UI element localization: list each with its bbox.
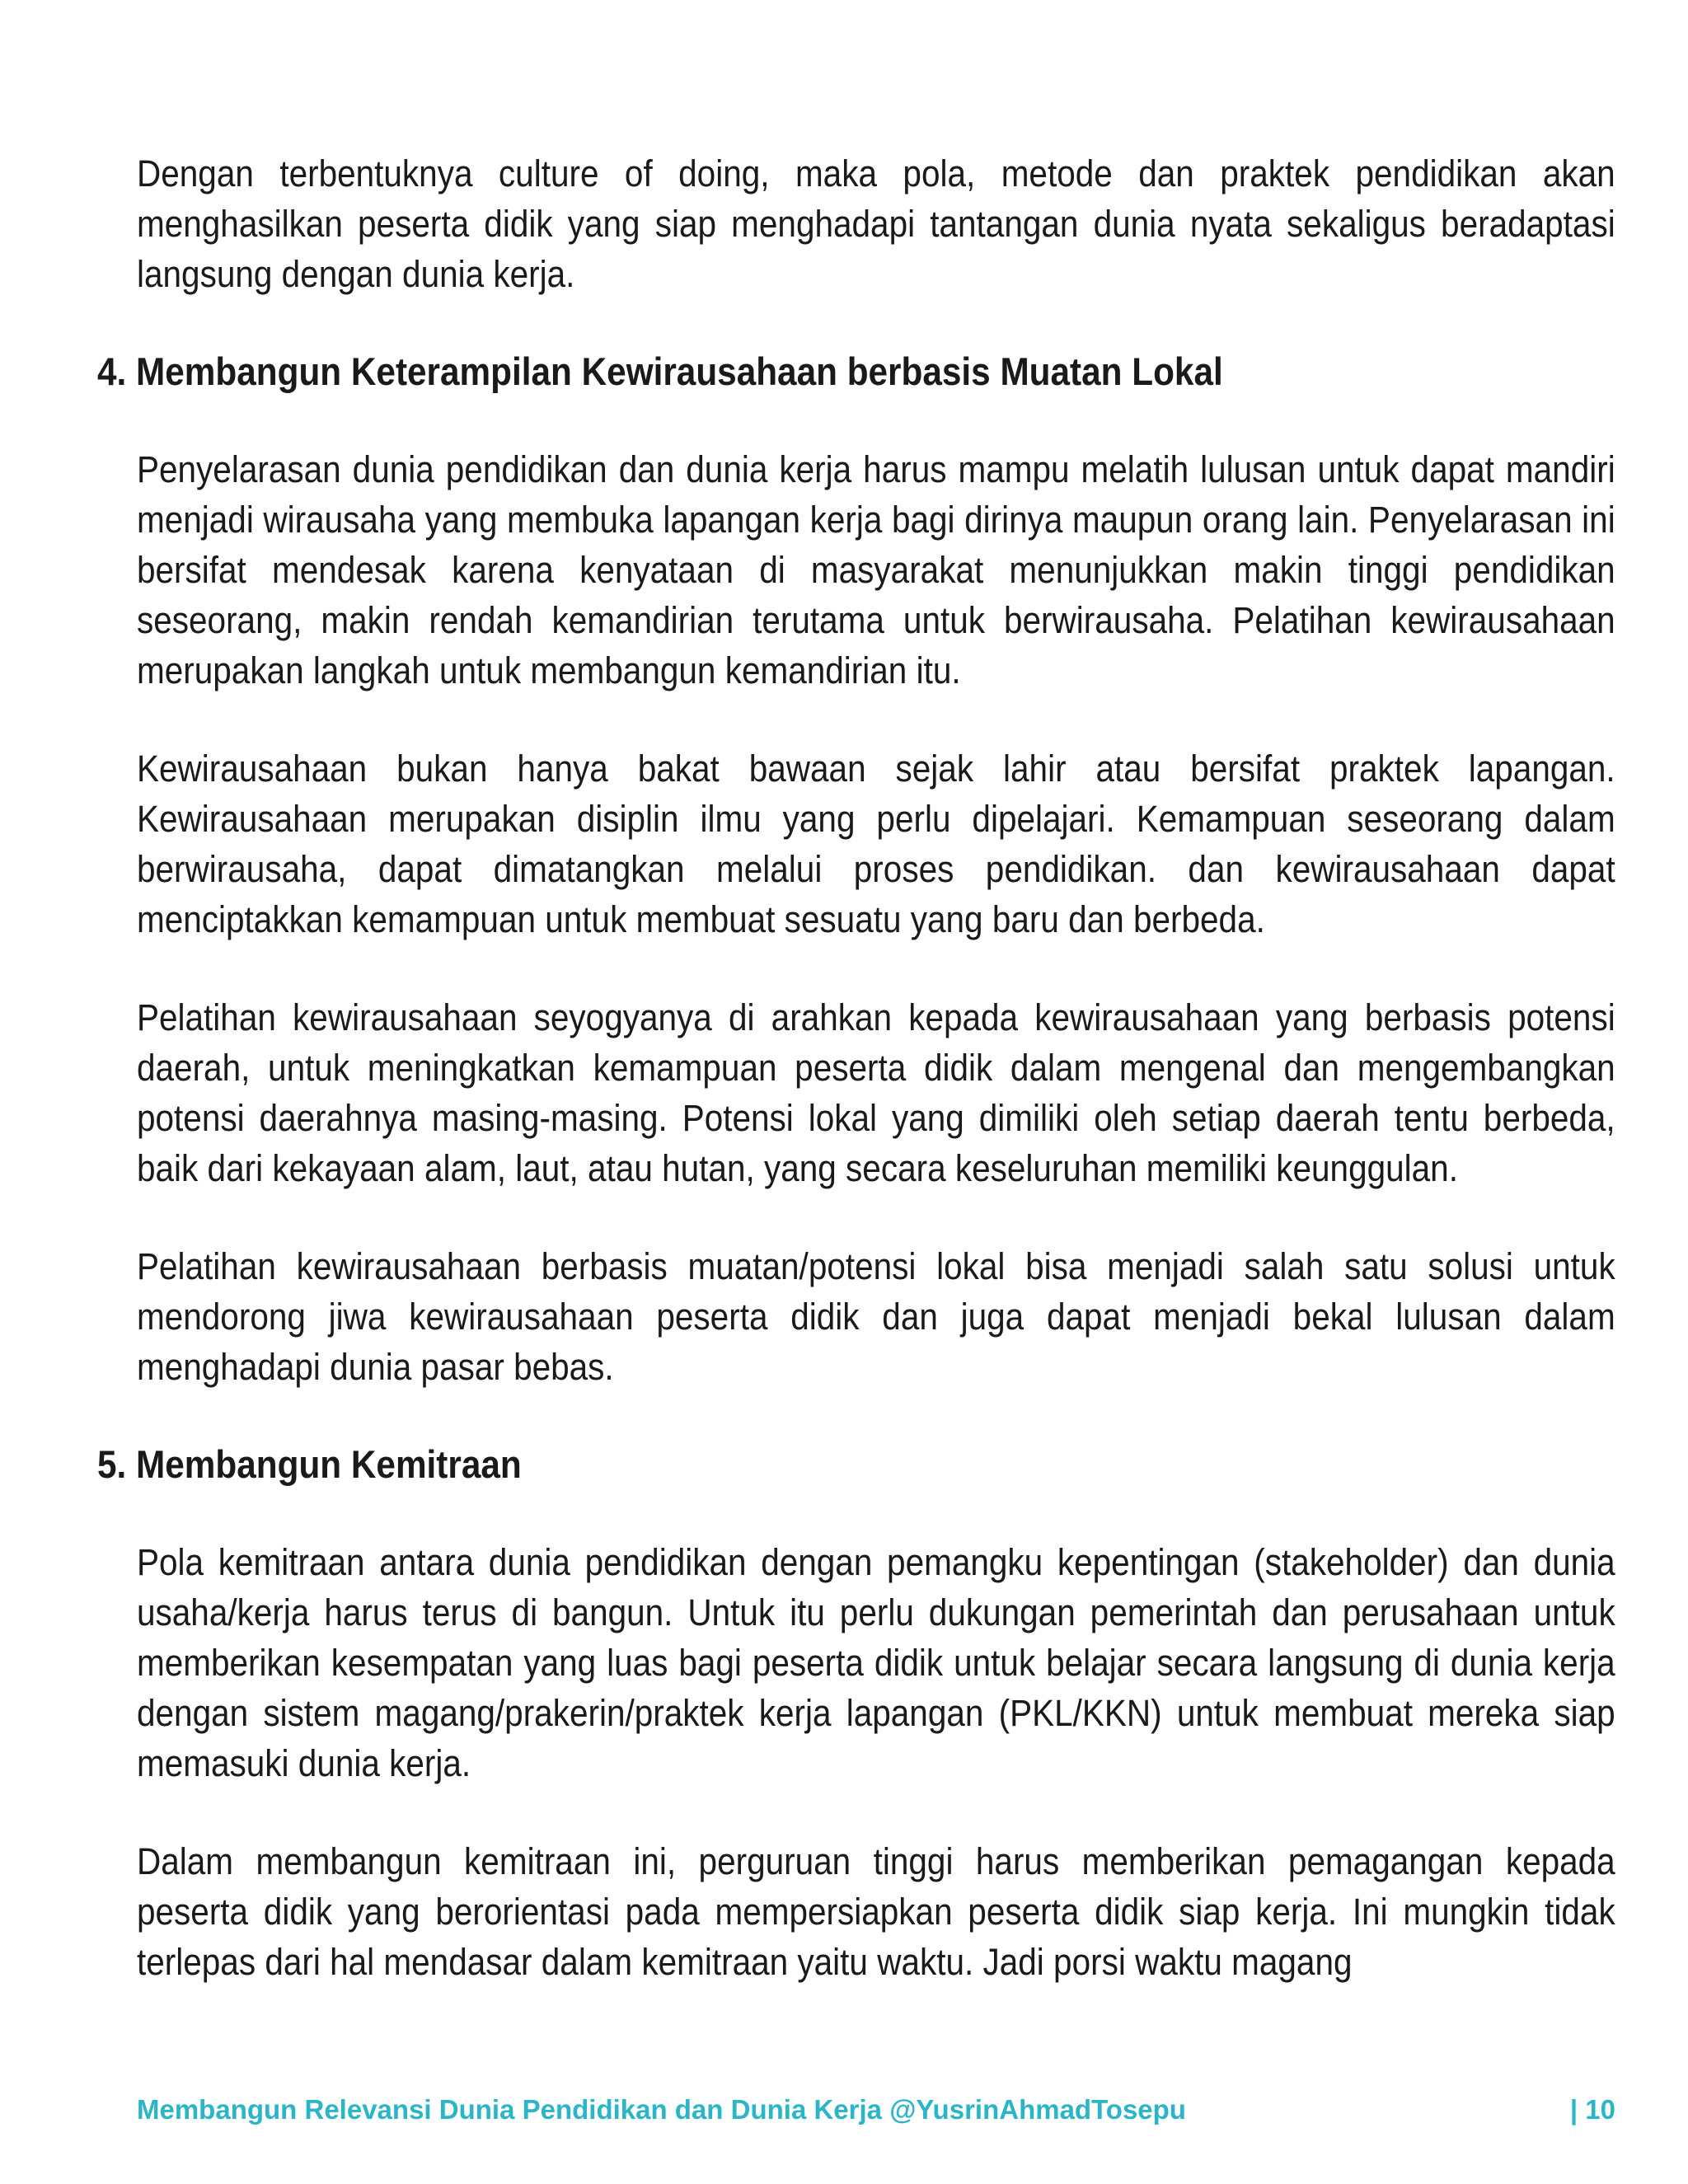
section5-paragraph-1: Pola kemitraan antara dunia pendidikan dengan pemangku kepentingan (stakeholder) dan dunia usaha/kerja harus terus di bangun. Untuk itu perlu dukungan pemerintah dan perusahaan untuk memberikan kesempatan yang luas bagi peserta didik untuk belajar secara langsung di dunia kerja dengan sistem magang/prakerin/praktek kerja lapangan (PKL/KKN) untuk membuat mereka siap memasuki dunia kerja. bbox=[137, 1541, 1615, 1784]
section4-paragraph-3: Pelatihan kewirausahaan seyogyanya di arahkan kepada kewirausahaan yang berbasis potensi daerah, untuk meningkatkan kemampuan peserta didik dalam mengenal dan mengembangkan potensi daerahnya masing-masing. Potensi lokal yang dimiliki oleh setiap daerah tentu berbeda, baik dari kekayaan alam, laut, atau hutan, yang secara keseluruhan memiliki keunggulan. bbox=[137, 996, 1615, 1189]
page-number: | 10 bbox=[1569, 2094, 1615, 2125]
section4-paragraph-4: Pelatihan kewirausahaan berbasis muatan/potensi lokal bisa menjadi salah satu solusi untuk mendorong jiwa kewirausahaan peserta didik dan juga dapat menjadi bekal lulusan dalam menghadapi dunia pasar bebas. bbox=[137, 1245, 1615, 1388]
section5-paragraph-2: Dalam membangun kemitraan ini, perguruan tinggi harus memberikan pemagangan kepada peserta didik yang berorientasi pada mempersiapkan peserta didik siap kerja. Ini mungkin tidak terlepas dari hal mendasar dalam kemitraan yaitu waktu. Jadi porsi waktu magang bbox=[137, 1840, 1615, 1983]
page-body bbox=[97, 148, 1615, 1987]
section4-paragraph-2: Kewirausahaan bukan hanya bakat bawaan sejak lahir atau bersifat praktek lapangan. Kewirausahaan merupakan disiplin ilmu yang perlu dipelajari. Kemampuan seseorang dalam berwirausaha, dapat dimatangkan melalui proses pendidikan. dan kewirausahaan dapat menciptakkan kemampuan untuk membuat sesuatu yang baru dan berbeda. bbox=[137, 748, 1615, 940]
page-footer bbox=[137, 2093, 1615, 2126]
footer-title: Membangun Relevansi Dunia Pendidikan dan Dunia Kerja @YusrinAhmadTosepu bbox=[137, 2094, 1186, 2125]
section-heading-5: 5. Membangun Kemitraan bbox=[97, 1442, 522, 1486]
intro-paragraph: Dengan terbentuknya culture of doing, maka pola, metode dan praktek pendidikan akan menghasilkan peserta didik yang siap menghadapi tantangan dunia nyata sekaligus beradaptasi langsung dengan dunia kerja. bbox=[137, 152, 1615, 295]
section-heading-4: 4. Membangun Keterampilan Kewirausahaan berbasis Muatan Lokal bbox=[97, 349, 1223, 393]
section4-paragraph-1: Penyelarasan dunia pendidikan dan dunia kerja harus mampu melatih lulusan untuk dapat mandiri menjadi wirausaha yang membuka lapangan kerja bagi dirinya maupun orang lain. Penyelarasan ini bersifat mendesak karena kenyataan di masyarakat menunjukkan makin tinggi pendidikan seseorang, makin rendah kemandirian terutama untuk berwirausaha. Pelatihan kewirausahaan merupakan langkah untuk membangun kemandirian itu. bbox=[137, 448, 1615, 691]
